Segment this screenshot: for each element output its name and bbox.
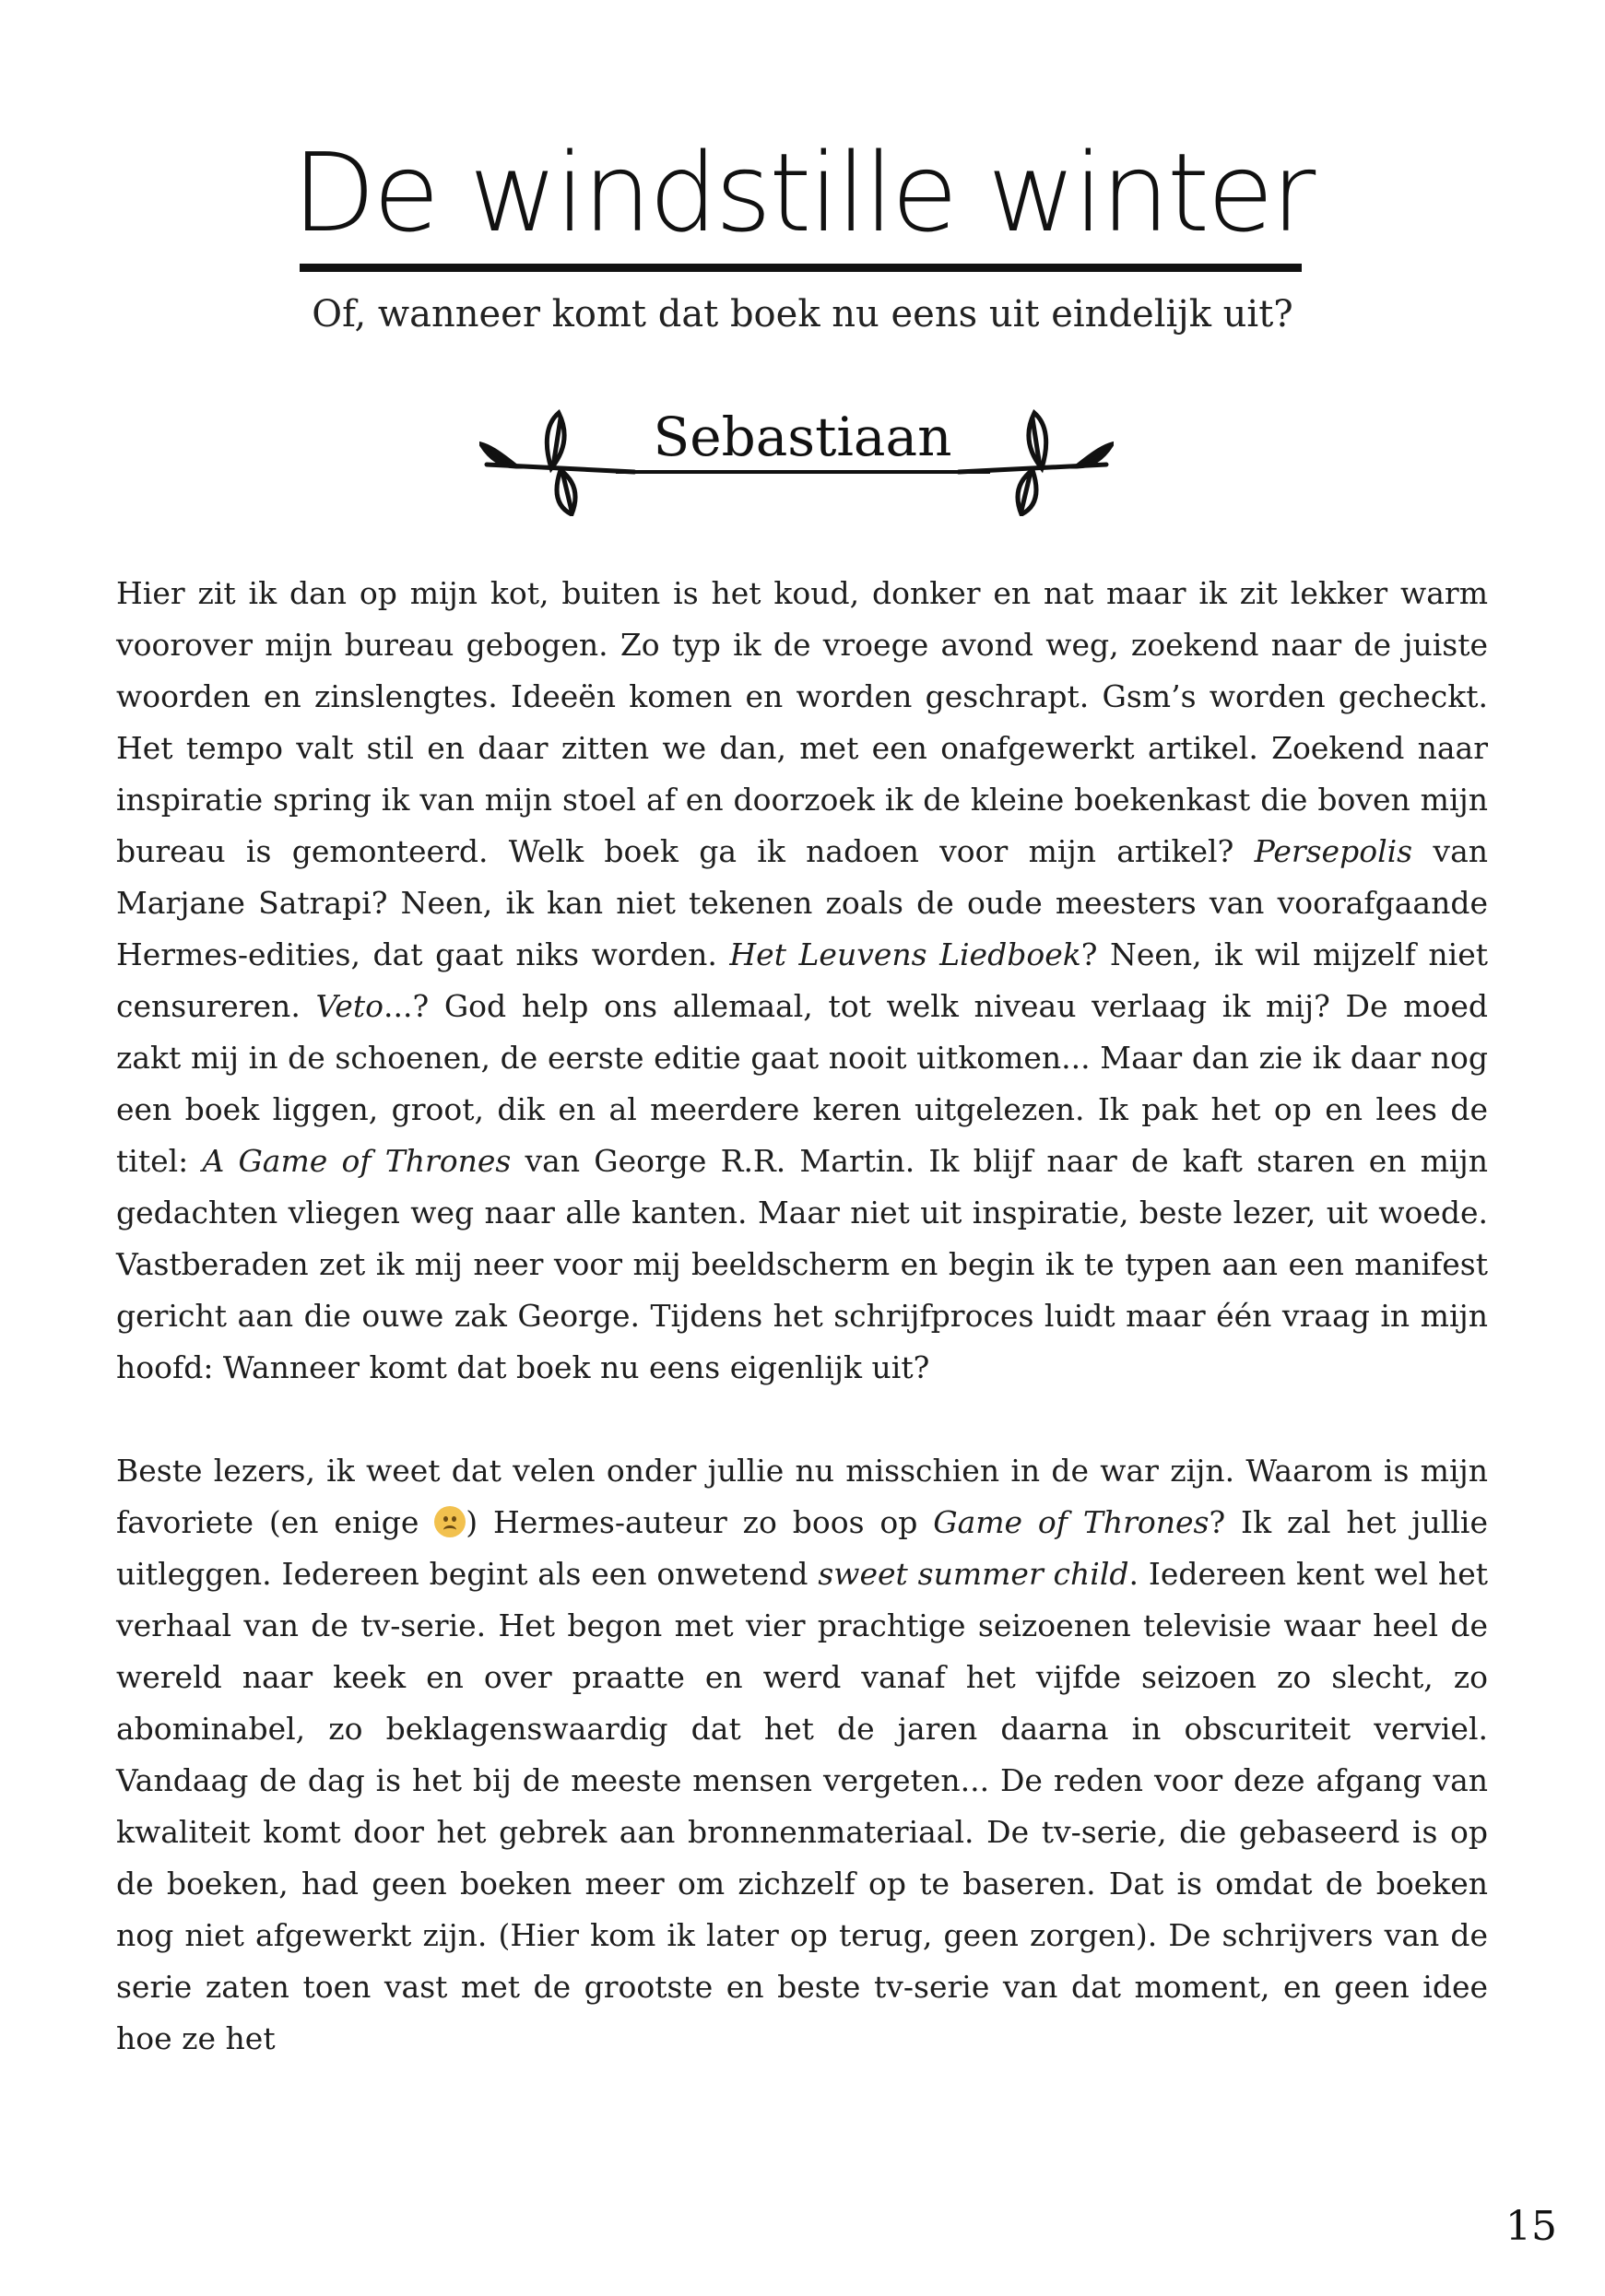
magazine-title-veto: Veto xyxy=(315,988,384,1024)
book-title-persepolis: Persepolis xyxy=(1254,833,1413,869)
text-run: ? Ik zal het jullie uitleggen. Iedereen begint als een onwetend xyxy=(116,1504,1488,1592)
article-title: De windstille winter xyxy=(291,129,1314,256)
text-run: Beste lezers, ik weet dat velen onder jullie nu misschien in de war zijn. Waarom is mijn favoriete (en enige xyxy=(116,1453,1488,1540)
leaf-sprig-right-icon xyxy=(957,406,1114,516)
book-title-game-of-thrones: Game of Thrones xyxy=(933,1504,1210,1540)
paragraph-2 xyxy=(116,1445,1488,2065)
text-run: Hier zit ik dan op mijn kot, buiten is het koud, donker en nat maar ik zit lekker warm voorover mijn bureau gebogen. Zo typ ik de vroege avond weg, zoekend naar de juiste woorden en zinslengtes. Ideeën komen en worden geschrapt. Gsm’s worden gecheckt. Het tempo valt stil en daar zitten we dan, met een onafgewerkt artikel. Zoekend naar inspiratie spring ik van mijn stoel af en doorzoek ik de kleine boekenkast die boven mijn bureau is gemonteerd. Welk boek ga ik nadoen voor mijn artikel? xyxy=(116,575,1488,869)
article-subtitle: Of, wanneer komt dat boek nu eens uit eindelijk uit? xyxy=(312,293,1293,336)
text-run: ) Hermes-auteur zo boos op xyxy=(466,1504,934,1540)
paragraph-1 xyxy=(116,568,1488,1394)
text-run: ...? God help ons allemaal, tot welk niveau verlaag ik mij? De moed zakt mij in de schoenen, de eerste editie gaat nooit uitkomen... Maar dan zie ik daar nog een boek liggen, groot, dik en al meerdere keren uitgelezen. Ik pak het op en lees de titel: xyxy=(116,988,1488,1179)
title-underline xyxy=(300,264,1302,272)
book-title-leuvens-liedboek: Het Leuvens Liedboek xyxy=(729,936,1081,972)
text-run: van Marjane Satrapi? Neen, ik kan niet tekenen zoals de oude meesters van voorafgaande Hermes-edities, dat gaat niks worden. xyxy=(116,833,1488,972)
page-number: 15 xyxy=(1505,2203,1557,2250)
author-name: Sebastiaan xyxy=(653,406,952,468)
text-run: . Iedereen kent wel het verhaal van de tv-serie. Het begon met vier prachtige seizoenen televisie waar heel de wereld naar keek en over praatte en werd vanaf het vijfde seizoen zo slecht, zo abominabel, zo beklagenswaardig dat het de jaren daarna in obscuriteit verviel. Vandaag de dag is het bij de meeste mensen vergeten... De reden voor deze afgang van kwaliteit komt door het gebrek aan bronnenmateriaal. De tv-serie, die gebaseerd is op de boeken, had geen boeken meer om zichzelf op te baseren. Dat is omdat de boeken nog niet afgewerkt zijn. (Hier kom ik later op terug, geen zorgen). De schrijvers van de serie zaten toen vast met de grootste en beste tv-serie van dat moment, en geen idee hoe ze het xyxy=(116,1556,1489,2056)
text-run: ? Neen, ik wil mijzelf niet censureren. xyxy=(116,936,1488,1024)
phrase-sweet-summer-child: sweet summer child xyxy=(818,1556,1129,1592)
author-underline xyxy=(616,470,990,474)
book-title-a-game-of-thrones: A Game of Thrones xyxy=(202,1143,512,1179)
article-body xyxy=(116,568,1488,2065)
text-run: van George R.R. Martin. Ik blijf naar de kaft staren en mijn gedachten vliegen weg naar alle kanten. Maar niet uit inspiratie, beste lezer, uit woede. Vastberaden zet ik mij neer voor mij beeldscherm en begin ik te typen aan een manifest gericht aan die ouwe zak George. Tijdens het schrijfproces luidt maar één vraag in mijn hoofd: Wanneer komt dat boek nu eens eigenlijk uit? xyxy=(116,1143,1488,1385)
frowning-face-icon xyxy=(434,1506,466,1537)
